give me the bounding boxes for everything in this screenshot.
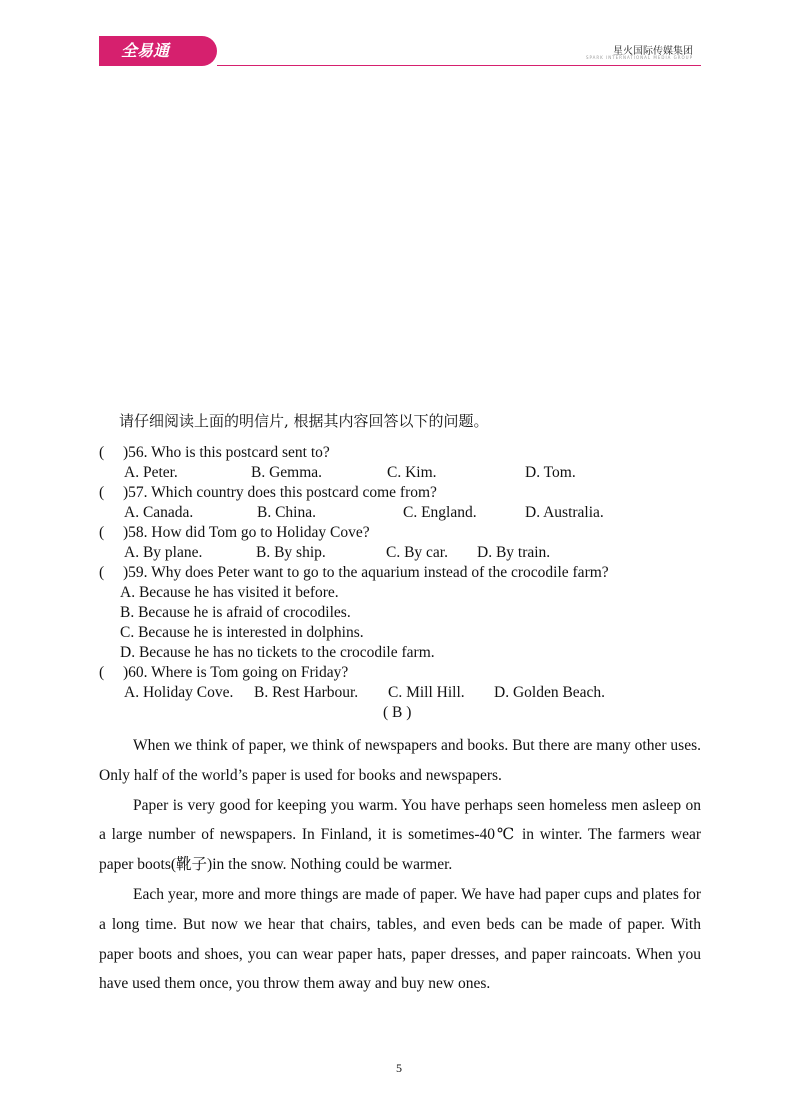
question-text: )57. Which country does this postcard come from? bbox=[123, 484, 437, 501]
option-a: A. Because he has visited it before. bbox=[120, 584, 339, 601]
reading-passage bbox=[99, 731, 701, 999]
question-59 bbox=[99, 563, 719, 663]
option-c: C. Mill Hill. bbox=[388, 684, 465, 701]
option-a: A. Peter. bbox=[124, 464, 178, 481]
answer-blank[interactable]: ( bbox=[99, 484, 105, 501]
option-b: B. By ship. bbox=[256, 544, 326, 561]
option-d: D. Golden Beach. bbox=[494, 684, 606, 701]
answer-blank[interactable]: ( bbox=[99, 664, 105, 681]
question-text: )60. Where is Tom going on Friday? bbox=[123, 664, 349, 681]
option-a: A. By plane. bbox=[124, 544, 203, 561]
answer-blank[interactable]: ( bbox=[99, 564, 105, 581]
question-58 bbox=[99, 523, 719, 563]
brand-logo: 全易通 bbox=[99, 36, 217, 66]
option-c: C. By car. bbox=[386, 544, 448, 561]
option-a: A. Canada. bbox=[124, 504, 194, 521]
page-number: 5 bbox=[396, 1061, 402, 1075]
question-text: )59. Why does Peter want to go to the aquarium instead of the crocodile farm? bbox=[123, 564, 609, 581]
option-b: B. Gemma. bbox=[251, 464, 323, 481]
option-d: D. Australia. bbox=[525, 504, 604, 521]
page-header bbox=[99, 36, 701, 66]
option-c: C. Kim. bbox=[387, 464, 437, 481]
instruction-text: 请仔细阅读上面的明信片, 根据其内容回答以下的问题。 bbox=[119, 412, 489, 430]
publisher-name: 星火国际传媒集团 bbox=[613, 46, 693, 57]
option-d: D. Tom. bbox=[525, 464, 576, 481]
passage-paragraph: Each year, more and more things are made of paper. We have had paper cups and plates for a long time. But now we hear that chairs, tables, and even beds can be made of paper. With paper boots and shoes, you can wear paper hats, paper dresses, and paper raincoats. When you have used them once, you throw them away and buy new ones. bbox=[99, 885, 701, 993]
header-divider bbox=[217, 65, 701, 66]
answer-blank[interactable]: ( bbox=[99, 524, 105, 541]
option-a: A. Holiday Cove. bbox=[124, 684, 234, 701]
option-b: B. Because he is afraid of crocodiles. bbox=[120, 604, 351, 621]
option-c: C. England. bbox=[403, 504, 477, 521]
question-57 bbox=[99, 483, 719, 523]
option-d: D. Because he has no tickets to the crocodile farm. bbox=[120, 644, 435, 661]
passage-paragraph: Paper is very good for keeping you warm. You have perhaps seen homeless men asleep on a large number of newspapers. In Finland, it is sometimes-40℃ in winter. The farmers wear paper boots(靴子)in the snow. Nothing could be warmer. bbox=[99, 796, 701, 874]
option-b: B. Rest Harbour. bbox=[254, 684, 359, 701]
question-text: )56. Who is this postcard sent to? bbox=[123, 444, 330, 461]
publisher-subtitle: SPARK INTERNATIONAL MEDIA GROUP bbox=[585, 55, 693, 60]
option-b: B. China. bbox=[257, 504, 316, 521]
section-label: ( B ) bbox=[383, 704, 412, 721]
question-60 bbox=[99, 663, 719, 703]
passage-paragraph: When we think of paper, we think of newspapers and books. But there are many other uses. Only half of the world’s paper is used for books and newspapers. bbox=[99, 737, 701, 784]
answer-blank[interactable]: ( bbox=[99, 444, 105, 461]
question-56 bbox=[99, 443, 719, 483]
option-c: C. Because he is interested in dolphins. bbox=[120, 624, 364, 641]
question-text: )58. How did Tom go to Holiday Cove? bbox=[123, 524, 370, 541]
option-d: D. By train. bbox=[477, 544, 551, 561]
